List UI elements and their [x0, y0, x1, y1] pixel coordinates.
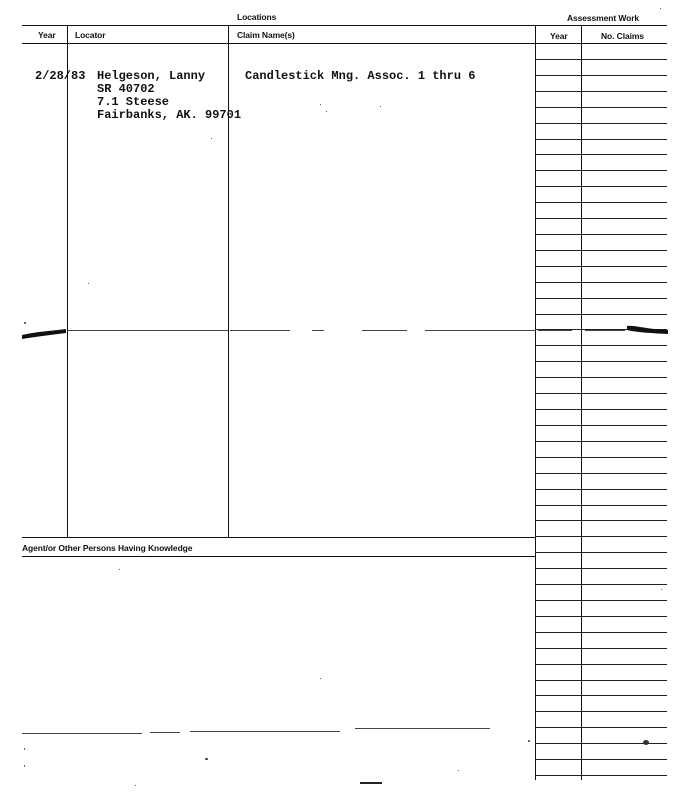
assessment-row-line [535, 314, 667, 315]
assessment-row-line [535, 520, 667, 521]
scan-speck [88, 283, 89, 284]
assessment-row-line [535, 775, 667, 776]
assessment-row-line [535, 441, 667, 442]
assessment-row-line [535, 473, 667, 474]
left-tab-mark [20, 322, 70, 342]
assessment-row-line [535, 664, 667, 665]
assessment-row-line [535, 409, 667, 410]
locations-bottom-rule [22, 537, 535, 538]
assessment-row-line [535, 186, 667, 187]
assessment-row-line [535, 584, 667, 585]
assessment-row-line [535, 154, 667, 155]
assessment-row-line [535, 218, 667, 219]
scan-speck [205, 758, 208, 760]
assessment-row-line [535, 536, 667, 537]
scan-speck [660, 8, 661, 9]
mid-separator-seg-6 [585, 330, 625, 331]
assessment-row-line [535, 266, 667, 267]
scan-speck [380, 106, 381, 107]
assessment-row-line [535, 59, 667, 60]
scan-speck [24, 748, 25, 750]
mid-separator-seg-3 [362, 330, 407, 331]
scan-speck [643, 740, 649, 745]
assessment-row-line [535, 680, 667, 681]
assessment-row-line [535, 600, 667, 601]
mid-separator-left [68, 330, 228, 331]
mid-separator-seg-5 [538, 330, 572, 331]
scan-speck [135, 785, 136, 786]
assessment-row-line [535, 695, 667, 696]
scan-speck [528, 740, 530, 742]
scan-speck [24, 322, 26, 324]
assessment-row-line [535, 457, 667, 458]
claim-name-entry: Candlestick Mng. Assoc. 1 thru 6 [245, 69, 476, 83]
assessment-row-line [535, 568, 667, 569]
assessment-row-line [535, 123, 667, 124]
year-column-header: Year [38, 30, 56, 40]
assessment-row-line [535, 234, 667, 235]
bottom-rule-seg-2 [150, 732, 180, 733]
scan-speck [326, 111, 327, 112]
assessment-row-line [535, 711, 667, 712]
scan-speck [320, 104, 321, 105]
header-rule [22, 43, 667, 44]
locator-line-city: Fairbanks, AK. 99701 [97, 108, 242, 122]
assessment-row-line [535, 91, 667, 92]
year-locator-divider [67, 25, 68, 537]
assessment-row-line [535, 282, 667, 283]
assessment-row-line [535, 170, 667, 171]
assessment-row-line [535, 393, 667, 394]
assessment-row-line [535, 75, 667, 76]
assessment-row-line [535, 298, 667, 299]
assessment-work-grid [535, 59, 667, 775]
assessment-row-line [535, 648, 667, 649]
assessment-work-heading: Assessment Work [567, 13, 640, 23]
scan-speck [320, 678, 321, 679]
assessment-row-line [535, 632, 667, 633]
assessment-row-line [535, 345, 667, 346]
entry-date: 2/28/83 [35, 69, 86, 83]
assessment-row-line [535, 759, 667, 760]
no-claims-column-header: No. Claims [601, 31, 644, 41]
scan-speck [661, 589, 662, 590]
assessment-row-line [535, 727, 667, 728]
bottom-rule-seg-3 [190, 731, 340, 732]
scan-speck [24, 765, 25, 767]
assessment-row-line [535, 552, 667, 553]
mid-separator-seg-1 [230, 330, 290, 331]
agent-section-rule [22, 556, 535, 557]
scan-speck [458, 770, 459, 771]
agent-section-label: Agent/or Other Persons Having Knowledge [22, 543, 193, 553]
assessment-row-line [535, 489, 667, 490]
assessment-row-line [535, 616, 667, 617]
assessment-row-line [535, 107, 667, 108]
claim-names-column-header: Claim Name(s) [237, 30, 295, 40]
bottom-mark [360, 782, 382, 784]
top-border [22, 25, 667, 26]
scan-speck [119, 569, 120, 570]
right-tab-mark [625, 320, 670, 340]
assessment-row-line [535, 505, 667, 506]
assessment-row-line [535, 202, 667, 203]
bottom-rule-seg-4 [355, 728, 490, 729]
bottom-rule-seg-1 [22, 733, 142, 734]
locator-line-serial: SR 40702 [97, 82, 155, 96]
scan-speck [211, 138, 212, 139]
locations-heading: Locations [237, 12, 277, 22]
assessment-row-line [535, 425, 667, 426]
assessment-row-line [535, 361, 667, 362]
mid-separator-seg-2 [312, 330, 324, 331]
locator-line-name: Helgeson, Lanny [97, 69, 206, 83]
assessment-row-line [535, 139, 667, 140]
assessment-row-line [535, 377, 667, 378]
assessment-year-column-header: Year [550, 31, 568, 41]
assessment-row-line [535, 250, 667, 251]
locator-line-street: 7.1 Steese [97, 95, 170, 109]
mid-separator-seg-4 [425, 330, 535, 331]
locator-claim-divider [228, 25, 229, 537]
locator-column-header: Locator [75, 30, 106, 40]
